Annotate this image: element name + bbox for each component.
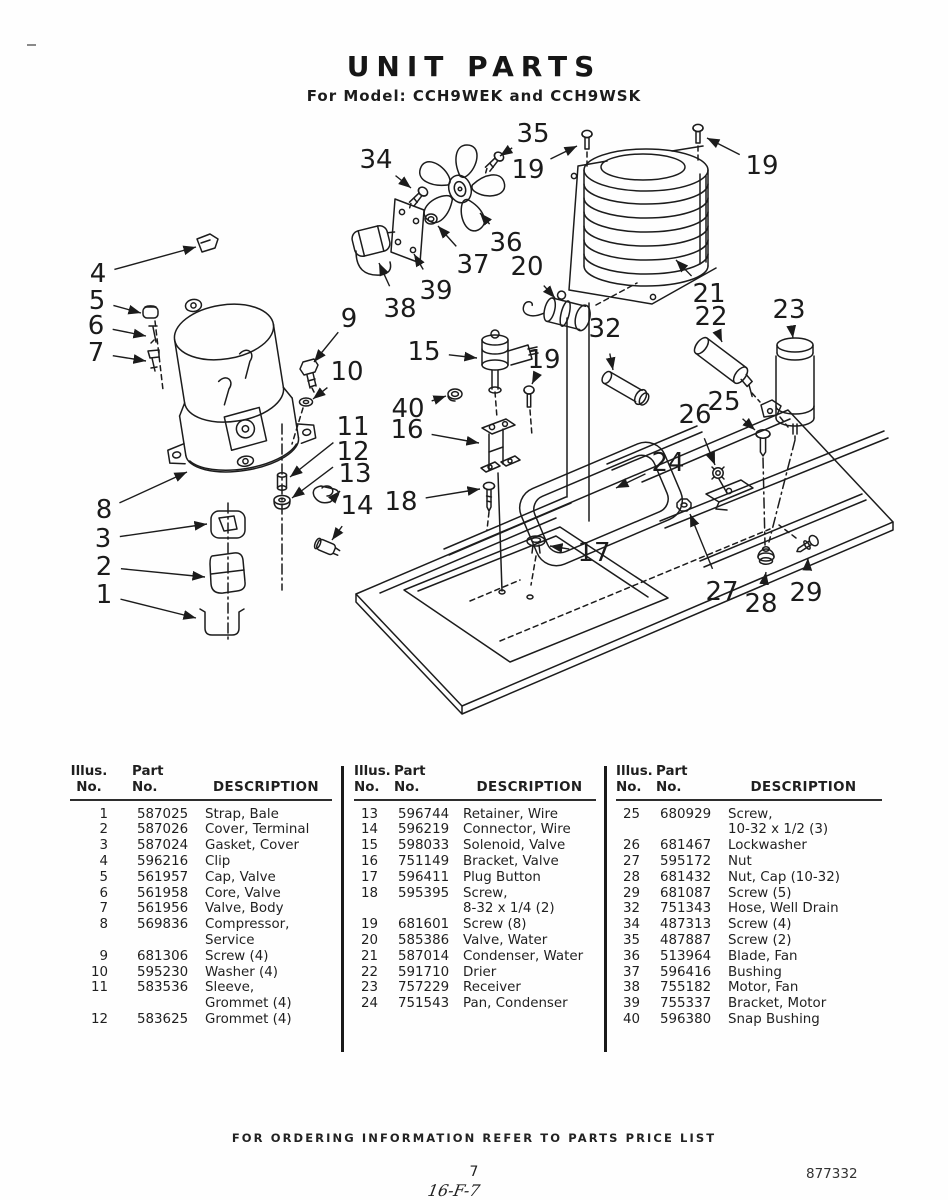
description-cell: Core, Valve [205,885,281,901]
part-header: Part [656,764,688,779]
part-no-cell: 513964 [660,948,712,964]
table-row [616,870,882,886]
part-no-cell: 595395 [398,885,450,901]
part-no-cell: 755337 [660,996,712,1012]
water-valve-illustration [521,283,594,332]
illus-no-cell: 5 [99,869,108,885]
description-cell: Bracket, Valve [463,853,559,869]
table-row [354,838,596,854]
handwritten-note: 16-F-7 [426,1181,482,1200]
part-no-cell: 561956 [137,901,189,917]
description-cell: Retainer, Wire [463,806,558,822]
callout-leader [500,148,512,156]
callout-leader [765,572,766,579]
callout-number: 26 [678,400,712,430]
illus-no-cell: 34 [622,917,640,933]
callout-number: 17 [577,538,611,568]
valve-parts-illustration [143,234,218,390]
illus-no-cell [70,933,108,949]
callout-number: 13 [338,459,372,489]
callout-leader [426,489,480,498]
condenser-coil-illustration [569,124,716,304]
table-row [616,854,882,870]
column-divider [604,766,607,1052]
part-no-cell: 751343 [660,901,712,917]
column-rows [70,807,332,1028]
callout-number: 3 [94,524,112,554]
callout-number: 1 [95,580,113,610]
table-row [616,886,882,902]
part-no-cell: 596380 [660,1011,712,1027]
part-no-cell: 591710 [398,964,450,980]
condenser-pan-illustration [356,410,893,714]
description-header: DESCRIPTION [476,779,583,795]
table-row [354,822,596,838]
callout-leader [113,329,146,336]
table-row [616,838,882,854]
illus-no-cell: 27 [622,853,640,869]
part-no-cell: 596744 [398,806,450,822]
callout-number: 38 [383,294,417,324]
part-no-cell: 681432 [660,869,712,885]
callout-number: 21 [692,279,726,309]
callout-number: 34 [359,145,393,175]
part-no-cell: 583625 [137,1011,189,1027]
table-row [70,822,332,838]
part-no-cell: 595172 [660,853,712,869]
receiver-illustration [769,338,814,542]
illus-no-cell: 32 [622,901,640,917]
illus-no-cell: 3 [99,838,108,854]
table-row [354,901,596,917]
callout-leader [121,569,205,577]
part-no-cell: 755182 [660,980,712,996]
callout-number: 12 [336,437,370,467]
callout-number: 40 [391,394,425,424]
illus-no-cell: 15 [360,838,378,854]
callout-leader [807,558,808,568]
part-no-cell: 595230 [137,964,189,980]
callout-leader [550,146,577,159]
part-no-cell: 681306 [137,948,189,964]
callout-number: 19 [745,151,779,181]
description-cell: Connector, Wire [463,822,571,838]
description-cell: Grommet (4) [205,996,292,1012]
illus-no-cell: 22 [360,964,378,980]
table-row [616,933,882,949]
callout-leader [532,382,533,384]
description-cell: Gasket, Cover [205,838,300,854]
description-cell: Grommet (4) [205,1011,292,1027]
illus-no-cell: 11 [90,980,108,996]
illus-no-cell: 36 [622,948,640,964]
compressor-illustration [145,284,319,482]
callout-number: 5 [88,286,106,316]
table-row [70,807,332,823]
condenser-screw-illustration [582,130,592,168]
doc-number: 877332 [806,1166,858,1182]
illus-no-cell [70,996,108,1012]
part-no-cell: 596416 [660,964,712,980]
description-cell: Pan, Condenser [463,996,568,1012]
callout-leader [550,546,569,549]
description-cell: Service [205,932,255,948]
callout-number: 16 [390,415,424,445]
part-no-cell: 596219 [398,822,450,838]
illus-no-cell: 16 [360,853,378,869]
description-cell: Screw (8) [463,917,527,933]
illus-no-cell: 23 [360,980,378,996]
illus-no-cell: 12 [90,1011,108,1027]
part-no-cell: 587014 [398,948,450,964]
table-row [354,917,596,933]
illus-no-cell: 1 [99,806,108,822]
description-cell: Blade, Fan [728,948,798,964]
callout-number: 8 [95,495,113,525]
table-row [616,822,882,838]
illus-no-cell: 8 [99,917,108,933]
description-cell: Valve, Body [205,901,284,917]
page-subtitle: For Model: CCH9WEK and CCH9WSK [306,87,642,105]
callout-number: 23 [772,295,806,325]
table-row [616,980,882,996]
illus-no-cell: 14 [360,822,378,838]
illus-no-cell: 10 [90,964,108,980]
table-row [70,870,332,886]
callout-leader [438,226,456,246]
column-divider [341,766,344,1052]
illus-no-cell: 39 [622,996,640,1012]
description-cell: Nut, Cap (10-32) [728,869,840,885]
callout-leader [610,354,613,370]
illus-no-cell: 37 [622,964,640,980]
table-row [70,949,332,965]
description-header: DESCRIPTION [213,779,319,795]
callout-leader [432,396,446,401]
description-cell: Cap, Valve [205,869,276,885]
well-drain-hose-illustration [599,369,651,408]
parts-column [354,764,596,1012]
table-row [70,917,332,933]
illus-no-cell: 18 [360,885,378,901]
page-title: UNIT PARTS [346,50,602,83]
description-cell: Receiver [463,980,521,996]
table-row [616,1012,882,1028]
description-cell: Lockwasher [728,838,807,854]
pan-screw-illustration [484,482,495,530]
table-row [616,996,882,1012]
callout-number: 6 [87,311,105,341]
illus-no-cell: 28 [622,869,640,885]
table-row [616,807,882,823]
callout-number: 7 [87,338,105,368]
callout-number: 9 [340,304,358,334]
valve-bracket-illustration [481,419,520,472]
callout-leader [449,355,477,358]
description-cell: Screw, [728,806,773,822]
callout-number: 11 [336,412,370,442]
description-cell: Washer (4) [205,964,279,980]
part-no-cell: 561957 [137,869,189,885]
callout-number: 35 [516,119,550,149]
part-no-cell: 596216 [137,853,189,869]
callout-number: 28 [744,589,778,619]
parts-column [70,764,332,1028]
callout-number: 37 [456,250,490,280]
table-row [70,996,332,1012]
description-cell: 10-32 x 1/2 (3) [728,822,829,838]
callout-number: 24 [651,448,685,478]
table-row [70,980,332,996]
part-no-cell: 561958 [137,885,189,901]
callout-number: 27 [705,577,739,607]
part-no-cell [640,822,725,838]
callout-leader [120,599,196,618]
illus-no-cell: 6 [99,885,108,901]
column-header: Illus. No. Part No. DESCRIPTION [354,764,596,801]
description-cell: Nut [728,853,752,869]
part-no-cell: 596411 [398,869,450,885]
page-number: 7 [469,1164,479,1180]
description-cell: Condenser, Water [463,948,584,964]
description-header: DESCRIPTION [750,779,857,795]
callout-leader [313,388,327,399]
illus-no-cell: 2 [99,822,108,838]
table-row [70,886,332,902]
callout-number: 18 [384,487,418,517]
callout-leader [544,286,555,298]
table-row [70,1012,332,1028]
callout-number: 22 [694,302,728,332]
table-row [70,838,332,854]
description-cell: Hose, Well Drain [728,901,839,917]
description-cell: Clip [205,853,231,869]
description-cell: Strap, Bale [205,806,279,822]
table-row [354,933,596,949]
illus-no-cell [354,901,378,917]
table-row [354,980,596,996]
snap-bushing-illustration [448,389,462,401]
illus-no-cell: 9 [99,948,108,964]
table-row [70,965,332,981]
callout-number: 20 [510,252,544,282]
part-no-cell: 680929 [660,806,712,822]
description-cell: Bracket, Motor [728,996,827,1012]
description-cell: Screw (4) [728,917,792,933]
part-no-cell: 751149 [398,853,450,869]
illus-no-cell: 29 [622,885,640,901]
description-cell: Snap Bushing [728,1011,820,1027]
table-row [354,886,596,902]
illus-no-cell [616,822,640,838]
table-row [354,854,596,870]
parts-column [616,764,882,1028]
callout-number: 19 [511,155,545,185]
description-cell: Bushing [728,964,782,980]
callout-number: 19 [527,345,561,375]
part-no-cell: 681467 [660,838,712,854]
table-row [616,901,882,917]
part-no-cell: 569836 [137,917,189,933]
callout-number: 2 [95,552,113,582]
grommet-sleeve-illustration [274,424,341,590]
callout-leader [396,176,411,188]
callout-number: 4 [89,259,107,289]
description-cell: Screw (4) [205,948,269,964]
illus-no-cell: 19 [360,917,378,933]
part-header: Part [394,764,426,779]
callout-leader [332,526,342,540]
callout-number: 25 [707,387,741,417]
callout-number: 29 [789,578,823,608]
table-row [354,949,596,965]
table-row [70,901,332,917]
callout-number: 15 [407,337,441,367]
part-header: Part [132,764,164,779]
illus-no-cell: 40 [622,1011,640,1027]
illus-no-cell: 4 [99,853,108,869]
callout-number: 14 [340,491,374,521]
description-cell: Drier [463,964,497,980]
table-row [70,854,332,870]
table-row [616,917,882,933]
ordering-note: FOR ORDERING INFORMATION REFER TO PARTS PRICE LIST [231,1131,717,1145]
table-row [354,870,596,886]
callout-number: 32 [588,314,622,344]
illus-header: Illus. [70,764,108,779]
column-rows [616,807,882,1028]
illus-no-cell: 20 [360,932,378,948]
illus-no-cell: 25 [622,806,640,822]
illus-no-cell: 35 [622,932,640,948]
table-row [354,807,596,823]
illus-no-cell: 7 [99,901,108,917]
column-header: Illus. No. Part No. DESCRIPTION [70,764,332,801]
callout-number: 36 [489,228,523,258]
table-row [616,965,882,981]
illus-no-cell: 24 [360,996,378,1012]
callout-number: 39 [419,276,453,306]
part-no-cell: 757229 [398,980,450,996]
callout-leader [114,247,196,269]
illus-no-cell: 21 [360,948,378,964]
illus-no-cell: 38 [622,980,640,996]
part-no-cell: 583536 [137,980,189,996]
illus-no-cell: 26 [622,838,640,854]
part-no-cell: 681087 [660,885,712,901]
part-no-cell: 587024 [137,838,189,854]
column-header: Illus. No. Part No. DESCRIPTION [616,764,882,801]
callout-leader [113,305,141,313]
part-no-cell: 587026 [137,822,189,838]
part-no-cell: 487887 [660,932,712,948]
right-fasteners-illustration [677,430,820,564]
table-row [354,996,596,1012]
illus-header: Illus. [354,764,391,779]
table-row [354,965,596,981]
part-no-cell: 598033 [398,838,450,854]
callout-leader [292,467,333,498]
description-cell: Sleeve, [205,980,255,996]
callout-leader [721,340,722,342]
bracket-screw-illustration [524,386,534,436]
callout-number: 10 [330,357,364,387]
callout-leader [707,138,740,155]
part-no-cell [108,996,200,1012]
description-cell: Screw (5) [728,885,792,901]
part-no-cell: 585386 [398,932,450,948]
description-cell: Cover, Terminal [205,822,310,838]
part-no-cell: 751543 [398,996,450,1012]
illus-header: Illus. [616,764,653,779]
description-cell: Screw, [463,885,508,901]
part-no-cell: 487313 [660,917,712,933]
description-cell: 8-32 x 1/4 (2) [463,901,555,917]
table-row [70,933,332,949]
illus-no-cell: 17 [360,869,378,885]
part-no-cell: 681601 [398,917,450,933]
callout-leader [119,472,187,503]
description-cell: Solenoid, Valve [463,838,566,854]
callout-leader [120,524,207,537]
description-cell: Motor, Fan [728,980,799,996]
part-no-cell [108,933,200,949]
callout-leader [432,434,479,443]
part-no-cell [378,901,463,917]
description-cell: Screw (2) [728,932,792,948]
part-no-cell: 587025 [137,806,189,822]
description-cell: Plug Button [463,869,541,885]
description-cell: Compressor, [205,917,290,933]
description-cell: Valve, Water [463,932,548,948]
illus-no-cell: 13 [360,806,378,822]
table-row [616,949,882,965]
column-rows [354,807,596,1012]
callout-leader [113,356,146,361]
